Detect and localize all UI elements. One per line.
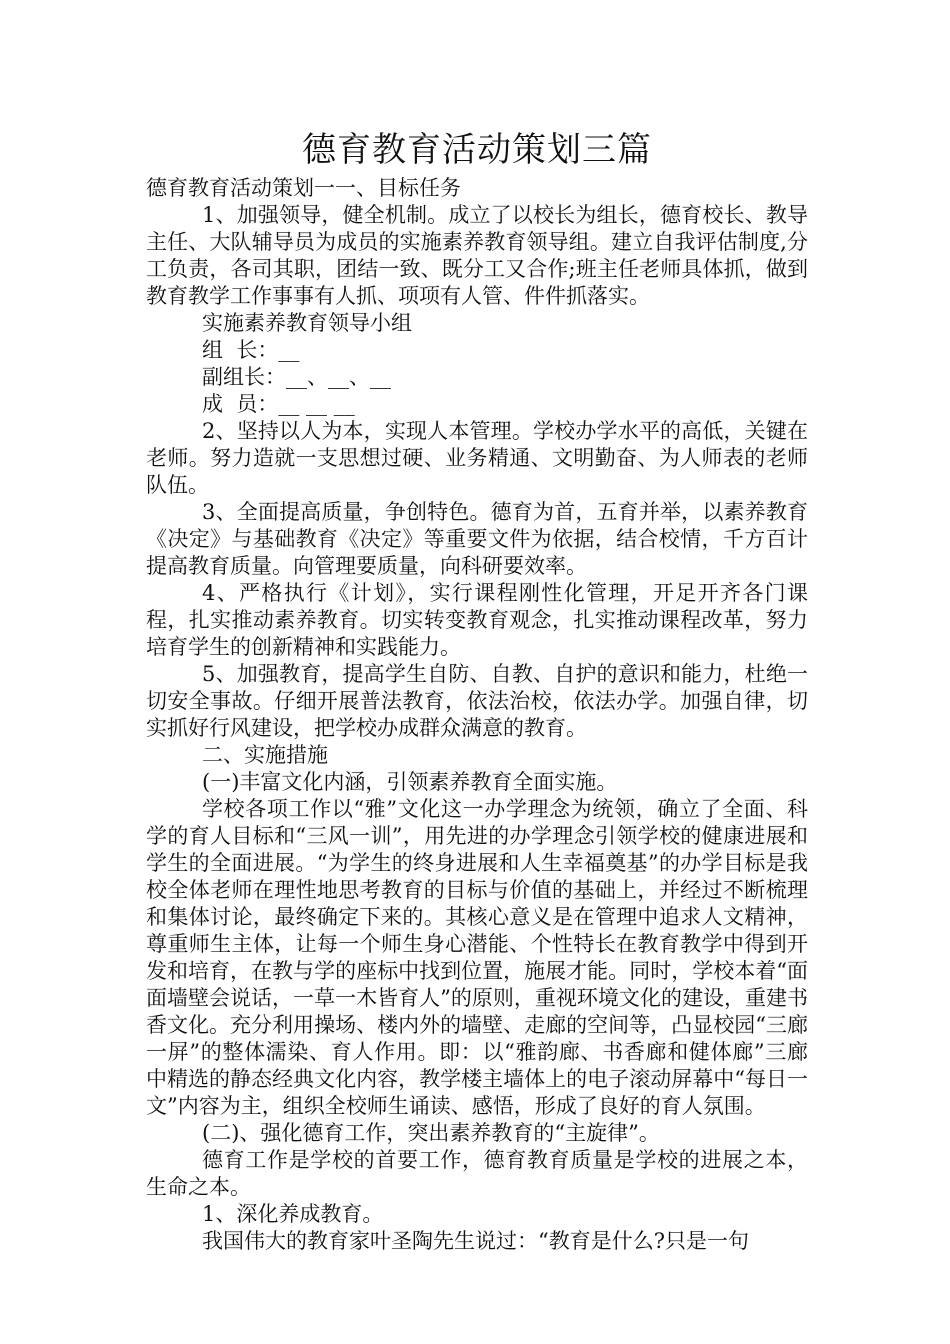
paragraph-goal-3: 3、全面提高质量，争创特色。德育为首，五育并举，以素养教育《决定》与基础教育《决定》等重要文件为依据，结合校情，千方百计提高教育质量。向管理要质量，向科研要效率。 xyxy=(146,500,808,578)
section-heading: 德育教育活动策划一一、目标任务 xyxy=(146,176,461,200)
document-title: 德育教育活动策划三篇 xyxy=(302,130,652,170)
subheading-habit-education: 1、深化养成教育。 xyxy=(202,1202,384,1226)
deputy-leader-line: 副组长：__、__、__ xyxy=(202,365,391,389)
paragraph-goal-5: 5、加强教育，提高学生自防、自教、自护的意识和能力，杜绝一切安全事故。仔细开展普法教育，依法治校，依法办学。加强自律，切实抓好行风建设，把学校办成群众满意的教育。 xyxy=(146,662,808,740)
paragraph-culture: 学校各项工作以“雅”文化这一办学理念为统领，确立了全面、科学的育人目标和“三风一训”，用先进的办学理念引领学校的健康进展和学生的全面进展。“为学生的终身进展和人生幸福奠基”的办学目标是我校全体老师在理性地思考教育的目标与价值的基础上，并经过不断梳理和集体讨论，最终确定下来的。其核心意义是在管理中追求人文精神，尊重师生主体，让每一个师生身心潜能、个性特长在教育教学中得到开发和培育，在教与学的座标中找到位置，施展才能。同时，学校本着“面面墙壁会说话，一草一木皆育人”的原则，重视环境文化的建设，重建书香文化。充分利用操场、楼内外的墙壁、走廊的空间等，凸显校园“三廊一屏”的整体濡染、育人作用。即：以“雅韵廊、书香廊和健体廊”三廊中精选的静态经典文化内容，教学楼主墙体上的电子滚动屏幕中“每日一文”内容为主，组织全校师生诵读、感悟，形成了良好的育人氛围。 xyxy=(146,797,808,1118)
paragraph-goal-4: 4、严格执行《计划》，实行课程刚性化管理，开足开齐各门课程，扎实推动素养教育。切实转变教育观念，扎实推动课程改革，努力培育学生的创新精神和实践能力。 xyxy=(146,581,808,659)
paragraph-quote: 我国伟大的教育家叶圣陶先生说过：“教育是什么?只是一句 xyxy=(202,1229,749,1253)
leadership-group-title: 实施素养教育领导小组 xyxy=(202,311,412,335)
subheading-moral-education: (二)、强化德育工作，突出素养教育的“主旋律”。 xyxy=(202,1121,660,1145)
leader-line: 组 长：__ xyxy=(202,338,300,362)
paragraph-goal-2: 2、坚持以人为本，实现人本管理。学校办学水平的高低，关键在老师。努力造就一支思想过硬、业务精通、文明勤奋、为人师表的老师队伍。 xyxy=(146,419,808,497)
subheading-culture: (一)丰富文化内涵，引领素养教育全面实施。 xyxy=(202,770,618,794)
members-line: 成 员：__ __ __ xyxy=(202,392,355,416)
paragraph-goal-1: 1、加强领导，健全机制。成立了以校长为组长，德育校长、教导主任、大队辅导员为成员的实施素养教育领导组。建立自我评估制度,分工负责，各司其职，团结一致、既分工又合作;班主任老师具体抓，做到教育教学工作事事有人抓、项项有人管、件件抓落实。 xyxy=(146,203,808,308)
paragraph-moral-education: 德育工作是学校的首要工作，德育教育质量是学校的进展之本，生命之本。 xyxy=(146,1148,808,1199)
document-page xyxy=(146,128,808,1255)
document-body xyxy=(146,175,808,1255)
section-heading-measures: 二、实施措施 xyxy=(202,743,328,767)
